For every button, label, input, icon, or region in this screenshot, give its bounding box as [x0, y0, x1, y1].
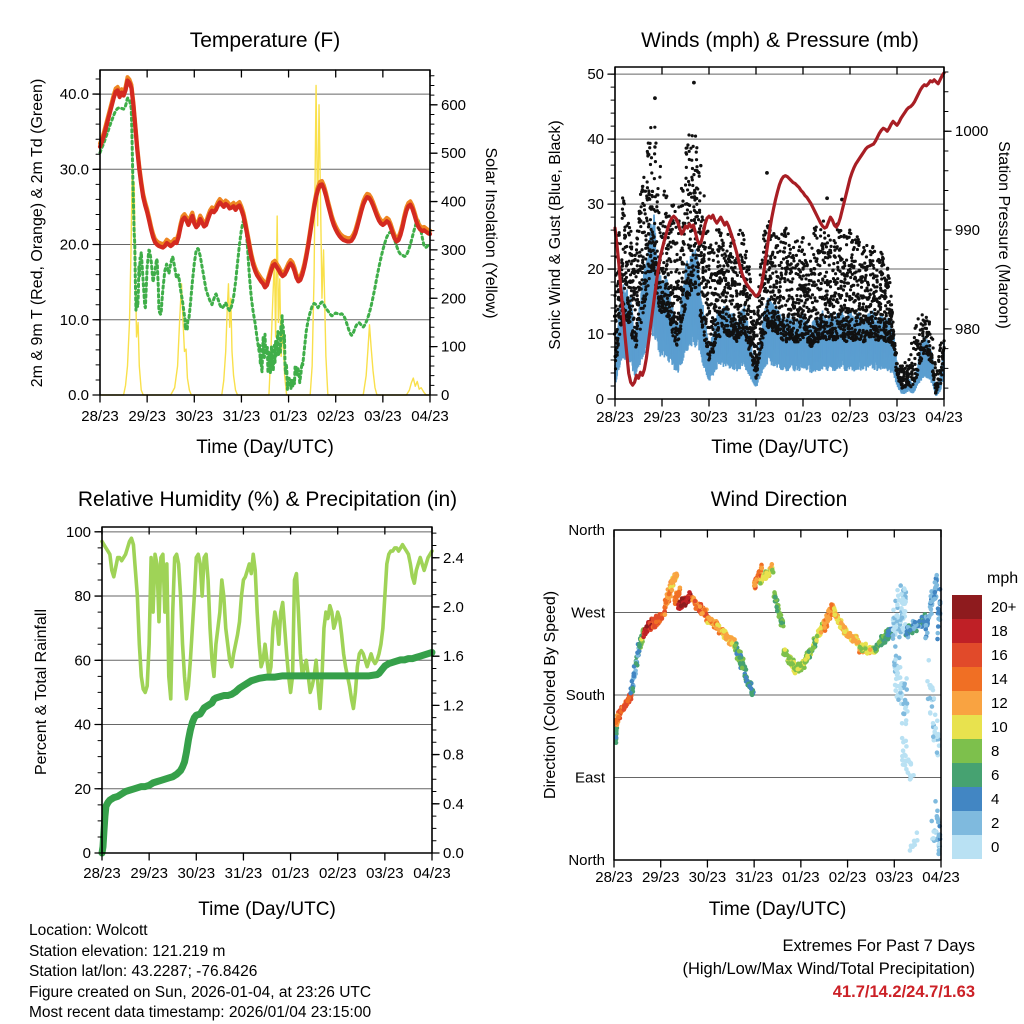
temperature-title: Temperature (F): [189, 29, 341, 52]
direction-time-axis-label: Time (Day/UTC): [708, 899, 847, 920]
extremes-subtitle: (High/Low/Max Wind/Total Precipitation): [682, 960, 975, 978]
rh-time-axis-label: Time (Day/UTC): [198, 899, 336, 920]
extremes-title: Extremes For Past 7 Days: [782, 937, 975, 955]
station-elevation: Station elevation: 121.219 m: [29, 942, 226, 960]
extremes-block: [590, 935, 975, 1004]
winds-pressure-title: Winds (mph) & Pressure (mb): [641, 29, 919, 52]
rh-precip-title: Relative Humidity (%) & Precipitation (in): [77, 488, 458, 511]
temp-left-axis-label: 2m & 9m T (Red, Orange) & 2m Td (Green): [29, 78, 46, 388]
solar-right-axis-label: Solar Insolation (Yellow): [482, 147, 499, 319]
figure-created-timestamp: Figure created on Sun, 2026-01-04, at 23:26 UTC: [29, 983, 372, 1001]
temp-time-axis-label: Time (Day/UTC): [196, 437, 334, 458]
station-latlon: Station lat/lon: 43.2287; -76.8426: [29, 963, 258, 981]
colorbar-title: mph: [987, 570, 1019, 587]
wind-left-axis-label: Sonic Wind & Gust (Blue, Black): [547, 120, 564, 350]
extremes-values: 41.7/14.2/24.7/1.63: [832, 983, 975, 1001]
wind-direction-title: Wind Direction: [710, 488, 848, 511]
station-info-block: [29, 921, 371, 1024]
direction-left-axis-label: Direction (Colored By Speed): [542, 590, 559, 800]
pressure-right-axis-label: Station Pressure (Maroon): [995, 141, 1012, 329]
station-location: Location: Wolcott: [29, 922, 148, 939]
winds-time-axis-label: Time (Day/UTC): [711, 437, 849, 458]
recent-data-timestamp: Most recent data timestamp: 2026/01/04 23:15:00: [29, 1004, 372, 1022]
rh-left-axis-label: Percent & Total Rainfall: [33, 608, 50, 776]
